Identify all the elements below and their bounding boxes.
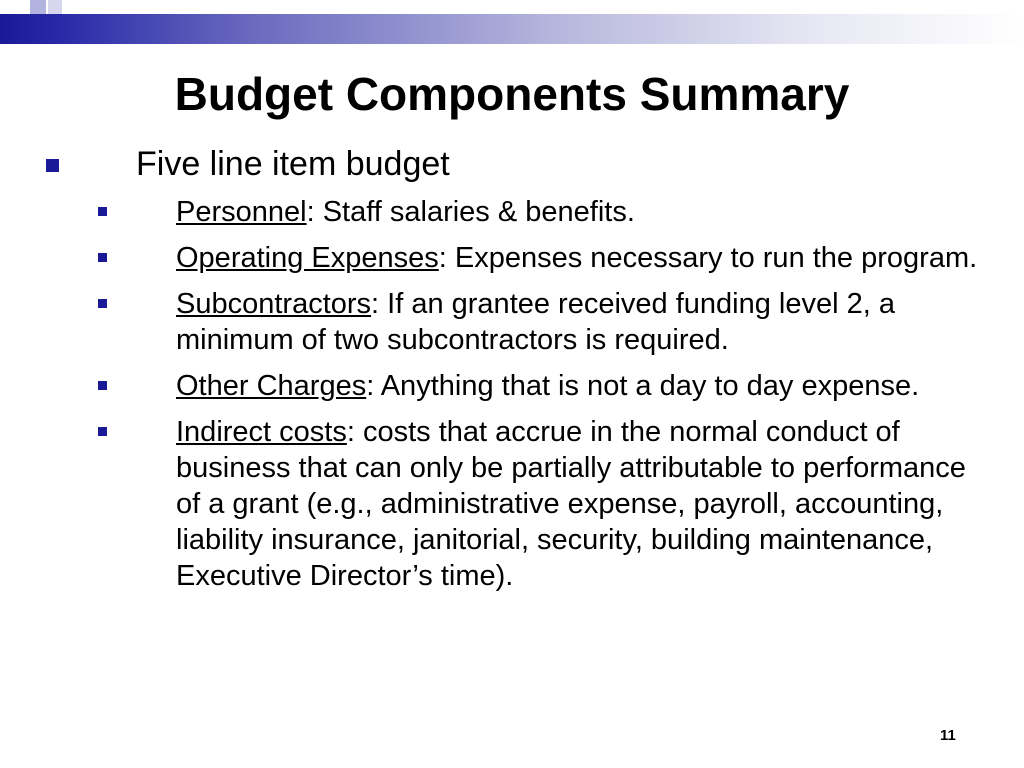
slide-title: Budget Components Summary	[174, 68, 850, 120]
square-bullet-icon	[98, 299, 107, 308]
list-item	[98, 240, 978, 276]
sub-bullet-list	[98, 194, 978, 604]
list-item	[98, 286, 978, 358]
header-banner	[0, 14, 1024, 44]
square-bullet-icon	[98, 253, 107, 262]
item-description: : If an grantee received funding level 2, a minimum of two subcontractors is required.	[176, 288, 896, 356]
item-description: : Anything that is not a day to day expense.	[366, 370, 920, 402]
square-bullet-icon	[46, 159, 59, 172]
list-item	[98, 414, 978, 594]
item-description: : costs that accrue in the normal conduct of business that can only be partially attributable to performance of a grant (e.g., administrative expense, payroll, accounting, liability insurance, janitorial, security, building maintenance, Executive Director’s time).	[176, 416, 966, 592]
item-term: Subcontractors	[176, 288, 372, 320]
list-item	[98, 368, 978, 404]
bullet-main-text: Five line item budget	[136, 145, 450, 183]
square-bullet-icon	[98, 207, 107, 216]
page-number: 11	[940, 727, 956, 744]
item-term: Operating Expenses	[176, 242, 439, 274]
square-bullet-icon	[98, 381, 107, 390]
item-term: Personnel	[176, 196, 307, 228]
item-term: Indirect costs	[176, 416, 347, 448]
item-description: : Expenses necessary to run the program.	[438, 242, 978, 274]
item-description: : Staff salaries & benefits.	[306, 196, 635, 228]
item-term: Other Charges	[176, 370, 367, 402]
square-bullet-icon	[98, 427, 107, 436]
corner-square	[48, 0, 62, 14]
list-item	[98, 194, 978, 230]
